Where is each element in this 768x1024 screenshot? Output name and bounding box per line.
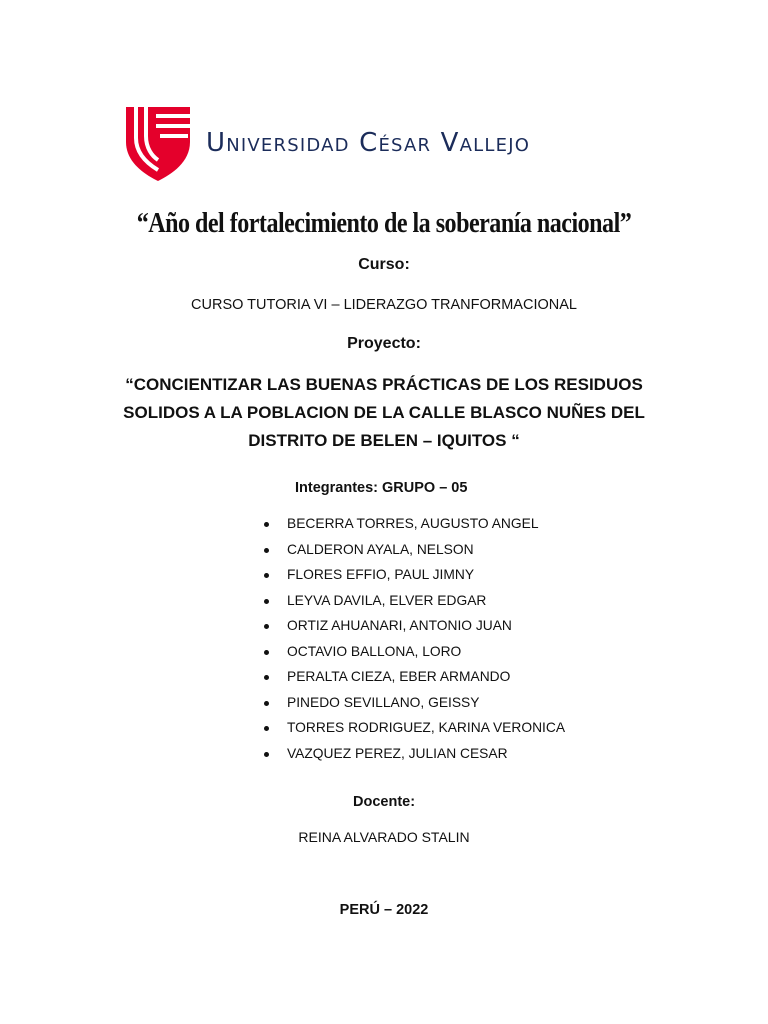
place-year: PERÚ – 2022 (339, 902, 429, 918)
list-item (264, 592, 565, 618)
university-logo (124, 102, 594, 184)
member-name: VAZQUEZ PEREZ, JULIAN CESAR (287, 745, 508, 761)
list-item (264, 541, 565, 567)
bullet-icon (264, 599, 269, 604)
teacher-label: Docente: (353, 794, 416, 810)
member-name: PERALTA CIEZA, EBER ARMANDO (287, 669, 511, 684)
bullet-icon (264, 650, 269, 655)
member-name: OCTAVIO BALLONA, LORO (287, 643, 462, 659)
list-item (264, 617, 565, 643)
university-seal-icon (124, 102, 192, 182)
project-title-line: SOLIDOS A LA POBLACION DE LA CALLE BLASCO NUÑES DEL (123, 403, 645, 422)
bullet-icon (264, 752, 269, 757)
course-name: CURSO TUTORIA VI – LIDERAZGO TRANFORMACIONAL (191, 297, 577, 313)
national-motto: “Año del fortalecimiento de la soberanía nacional” (136, 208, 632, 239)
bullet-icon (264, 726, 269, 731)
bullet-icon (264, 675, 269, 680)
university-name: Universidad César Vallejo (206, 128, 531, 158)
list-item (264, 745, 565, 771)
project-title-line: “CONCIENTIZAR LAS BUENAS PRÁCTICAS DE LOS RESIDUOS (125, 375, 643, 394)
project-title-line: DISTRITO DE BELEN – IQUITOS “ (248, 431, 520, 450)
bullet-icon (264, 573, 269, 578)
list-item (264, 566, 565, 592)
member-name: LEYVA DAVILA, ELVER EDGAR (287, 592, 487, 608)
bullet-icon (264, 522, 269, 527)
bullet-icon (264, 624, 269, 629)
list-item (264, 694, 565, 720)
list-item (264, 668, 565, 694)
bullet-icon (264, 548, 269, 553)
list-item (264, 515, 565, 541)
list-item (264, 643, 565, 669)
bullet-icon (264, 701, 269, 706)
course-label: Curso: (358, 256, 410, 273)
member-list (264, 515, 565, 770)
member-name: FLORES EFFIO, PAUL JIMNY (287, 567, 475, 582)
project-label: Proyecto: (347, 335, 421, 352)
member-name: TORRES RODRIGUEZ, KARINA VERONICA (287, 720, 566, 735)
list-item (264, 719, 565, 745)
member-name: CALDERON AYALA, NELSON (287, 541, 474, 557)
project-title (0, 371, 768, 455)
teacher-name: REINA ALVARADO STALIN (298, 829, 470, 845)
member-name: PINEDO SEVILLANO, GEISSY (287, 694, 480, 710)
member-name: BECERRA TORRES, AUGUSTO ANGEL (287, 516, 539, 531)
member-name: ORTIZ AHUANARI, ANTONIO JUAN (287, 618, 512, 633)
group-label: Integrantes: GRUPO – 05 (295, 480, 468, 496)
